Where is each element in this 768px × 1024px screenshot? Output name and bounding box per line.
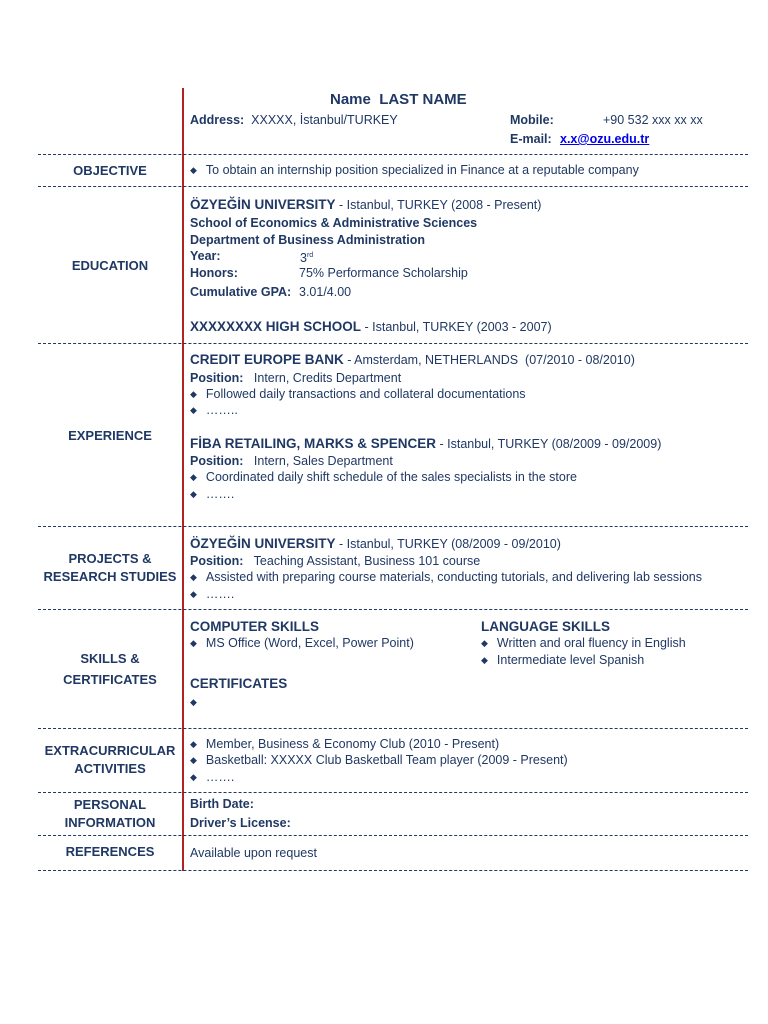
section-label-objective: OBJECTIVE [73,163,147,178]
computer-skills-title: COMPUTER SKILLS [190,619,320,634]
job2-header [190,436,661,452]
highschool-name: XXXXXXXX HIGH SCHOOL [190,319,362,334]
job2-company: FİBA RETAILING, MARKS & SPENCER [190,436,437,451]
mobile-value: +90 532 xxx xx xx [603,113,703,127]
projects-header [190,536,561,552]
job1-position [190,370,401,386]
projects-bullet-1: ◆ Assisted with preparing course materials, conducting tutorials, and delivering lab sessions [190,569,702,586]
job2-location: - Istanbul, TURKEY (08/2009 - 09/2009) [436,437,662,451]
divider [38,792,748,793]
job2-bullet-1: ◆ Coordinated daily shift schedule of the sales specialists in the store [190,469,577,486]
section-label-references: REFERENCES [65,844,155,859]
header-name: Name LAST NAME [330,91,467,108]
job1-location: - Amsterdam, NETHERLANDS (07/2010 - 08/2010) [343,353,635,367]
extracurricular-label-line2: ACTIVITIES [74,761,146,776]
divider [38,835,748,836]
address-label: Address: [190,113,245,127]
divider [38,870,748,871]
job1-position-label: Position: [190,371,244,385]
section-label-experience: EXPERIENCE [68,428,152,443]
education-university [190,197,541,213]
job1-header [190,352,635,368]
divider [38,186,748,187]
section-label-skills [38,650,182,689]
references-text: Available upon request [190,846,317,860]
projects-location: - Istanbul, TURKEY (08/2009 - 09/2010) [335,537,561,551]
job1-company: CREDIT EUROPE BANK [190,352,344,367]
certificates-bullet-1 [190,694,206,711]
address-row [190,112,398,128]
job1-position-value: Intern, Credits Department [253,371,402,385]
extracurricular-bullet-3: ◆ ……. [190,769,234,786]
job1-bullet-2: ◆ …….. [190,402,238,419]
job2-position-label: Position: [190,454,244,468]
vertical-divider [182,88,184,871]
year-number: 3 [300,251,307,266]
email-link-wrap [560,131,649,147]
extracurricular-label-line1: EXTRACURRICULAR [44,743,176,758]
university-location: - Istanbul, TURKEY (2008 - Present) [335,198,542,212]
divider [38,728,748,729]
personal-label-line1: PERSONAL [73,797,147,812]
projects-position-label: Position: [190,554,244,568]
birth-date-label: Birth Date: [190,797,254,811]
objective-text: ◆ To obtain an internship position specialized in Finance at a reputable company [190,162,639,179]
education-highschool [190,319,552,335]
divider [38,343,748,344]
education-school: School of Economics & Administrative Sciences [190,216,478,230]
year-suffix: rd [306,252,314,259]
certificates-title: CERTIFICATES [190,676,288,691]
language-skills-bullet-2: ◆ Intermediate level Spanish [481,652,644,669]
section-label-education: EDUCATION [71,258,149,273]
drivers-license-label: Driver’s License: [190,816,291,830]
gpa-label: Cumulative GPA: [190,285,292,299]
year-value [300,248,313,266]
personal-label-line2: INFORMATION [64,815,156,830]
university-name: ÖZYEĞİN UNIVERSITY [190,197,336,212]
projects-university: ÖZYEĞİN UNIVERSITY [190,536,336,551]
job2-bullet-2: ◆ ……. [190,486,234,503]
projects-label-line2: RESEARCH STUDIES [43,569,177,584]
honors-label: Honors: [190,266,238,280]
computer-skills-bullet-1: ◆ MS Office (Word, Excel, Power Point) [190,635,414,652]
section-label-personal [38,796,182,832]
honors-value: 75% Performance Scholarship [299,266,468,280]
divider [38,609,748,610]
section-label-projects [38,550,182,586]
extracurricular-bullet-2: ◆ Basketball: XXXXX Club Basketball Team player (2009 - Present) [190,752,568,769]
language-skills-bullet-1: ◆ Written and oral fluency in English [481,635,686,652]
mobile-label: Mobile: [510,113,554,127]
skills-label-line2: CERTIFICATES [63,672,157,687]
email-link[interactable]: x.x@ozu.edu.tr [560,132,650,146]
projects-position-value: Teaching Assistant, Business 101 course [253,554,481,568]
divider [38,526,748,527]
job1-bullet-1: ◆ Followed daily transactions and collateral documentations [190,386,526,403]
education-department: Department of Business Administration [190,233,425,247]
email-label: E-mail: [510,132,552,146]
language-skills-title: LANGUAGE SKILLS [481,619,611,634]
section-label-extracurricular [38,742,182,778]
divider [38,154,748,155]
extracurricular-bullet-1: ◆ Member, Business & Economy Club (2010 - Present) [190,736,499,753]
skills-label-line1: SKILLS & [80,651,140,666]
address-value: XXXXX, İstanbul/TURKEY [251,113,398,127]
projects-position [190,553,480,569]
highschool-location: - Istanbul, TURKEY (2003 - 2007) [361,320,552,334]
year-label: Year: [190,249,221,263]
job2-position [190,453,393,469]
gpa-value: 3.01/4.00 [299,285,352,299]
job2-position-value: Intern, Sales Department [253,454,393,468]
projects-label-line1: PROJECTS & [68,551,152,566]
projects-bullet-2: ◆ ……. [190,586,234,603]
